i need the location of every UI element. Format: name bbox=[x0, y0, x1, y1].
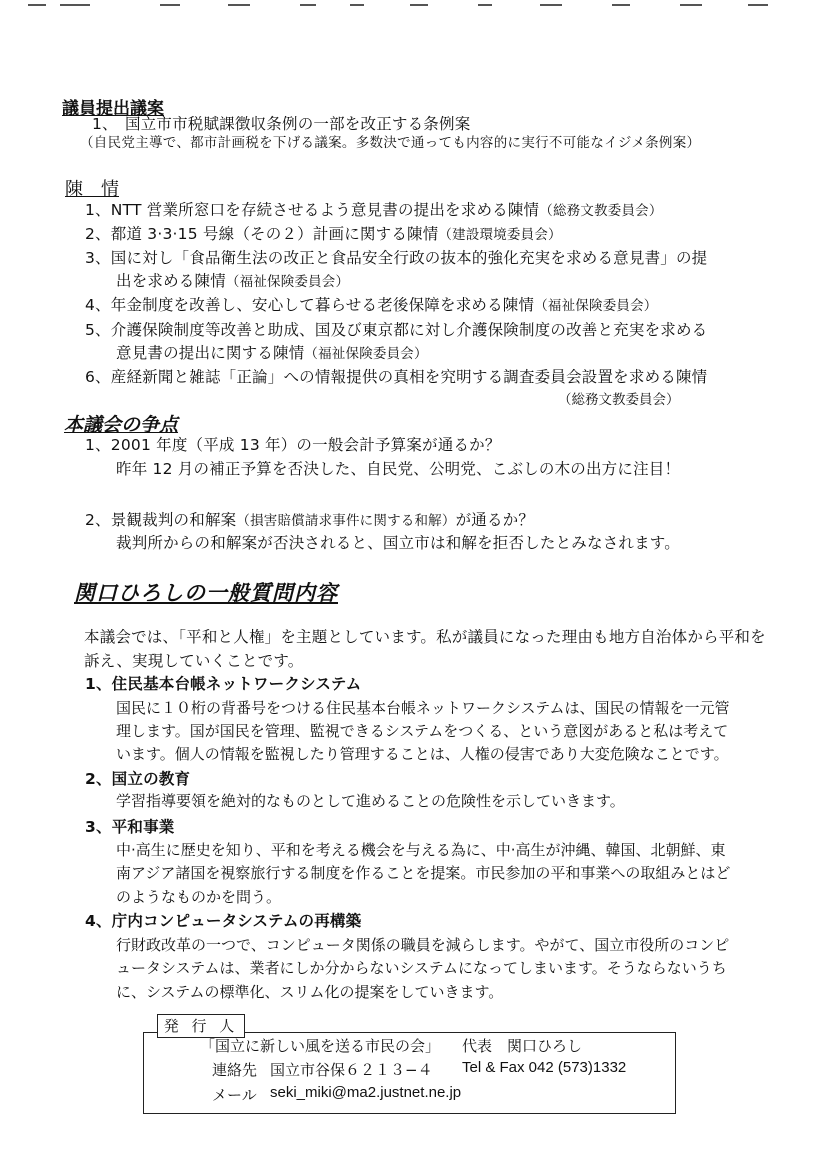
question-body-line: ュータシステムは、業者にしか分からないシステムになってしまいます。そうならないうち bbox=[116, 959, 727, 977]
question-body-line: に、システムの標準化、スリム化の提案をしていきます。 bbox=[116, 983, 504, 1001]
soten-item-head-text: 2、景観裁判の和解案 bbox=[85, 511, 237, 529]
question-head: 2、国立の教育 bbox=[85, 770, 191, 788]
chinjo-item-committee: （福祉保険委員会） bbox=[304, 346, 428, 362]
section-title-soten: 本議会の争点 bbox=[64, 414, 179, 436]
intro-line: 本議会では、「平和と人権」を主題としています。私が議員になった理由も地方自治体から平和を bbox=[84, 628, 766, 646]
chinjo-item bbox=[85, 293, 658, 315]
question-body-line: 南アジア諸国を視察旅行する制度を作ることを提案。市民参加の平和事業への取組みとはど bbox=[116, 864, 731, 882]
question-body-line: 学習指導要領を絶対的なものとして進めることの危険性を示していきます。 bbox=[116, 792, 625, 810]
chinjo-item-text: 2、都道 3·3·15 号線（その２）計画に関する陳情 bbox=[85, 225, 439, 243]
question-head: 4、庁内コンピュータシステムの再構築 bbox=[85, 912, 362, 930]
chinjo-item bbox=[85, 198, 663, 220]
chinjo-item-committee: （建設環境委員会） bbox=[438, 227, 562, 243]
gian-item-num: 1、 bbox=[92, 115, 118, 133]
chinjo-item-cont-text: 意見書の提出に関する陳情 bbox=[116, 344, 305, 362]
chinjo-item-committee: （福祉保険委員会） bbox=[225, 274, 350, 290]
question-body-line: います。個人の情報を監視したり管理することは、人権の侵害であり大変危険なことです。 bbox=[116, 745, 729, 763]
scan-edge-marks bbox=[0, 0, 827, 12]
chinjo-item bbox=[85, 222, 562, 244]
chinjo-item-text: 4、年金制度を改善し、安心して暮らせる老後保障を求める陳情 bbox=[85, 296, 535, 314]
chinjo-item-text: 5、介護保険制度等改善と助成、国及び東京都に対し介護保険制度の改善と充実を求める bbox=[85, 321, 708, 339]
chinjo-item-committee: （福祉保険委員会） bbox=[534, 298, 658, 314]
question-body-line: 理します。国が国民を管理、監視できるシステムをつくる、という意図があると私は考えて bbox=[116, 722, 729, 740]
publisher-contact-label: 連絡先 bbox=[212, 1061, 258, 1079]
soten-item-head-tail: が通るか？ bbox=[455, 511, 535, 529]
publisher-mail-label: メール bbox=[212, 1086, 257, 1104]
chinjo-item-cont-text: 出を求める陳情 bbox=[116, 272, 226, 290]
chinjo-item-text: 6、産経新聞と雑誌「正論」への情報提供の真相を究明する調査委員会設置を求める陳情 bbox=[85, 368, 708, 386]
publisher-label: 発 行 人 bbox=[157, 1014, 245, 1038]
gian-note: （自民党主導で、都市計画税を下げる議案。多数決で通っても内容的に実行不可能なイジメ条例案） bbox=[80, 135, 701, 151]
publisher-tel: Tel & Fax 042 (573)1332 bbox=[462, 1059, 627, 1076]
soten-item-head: 1、2001 年度（平成 13 年）の一般会計予算案が通るか？ bbox=[85, 436, 501, 454]
chinjo-item-committee: （総務文教委員会） bbox=[539, 203, 663, 219]
gian-item-text: 国立市市税賦課徴収条例の一部を改正する条例案 bbox=[125, 115, 471, 133]
chinjo-item-cont bbox=[116, 269, 349, 291]
publisher-rep: 代表 関口ひろし bbox=[462, 1037, 583, 1055]
question-head: 1、住民基本台帳ネットワークシステム bbox=[85, 675, 362, 693]
section-title-gian: 議員提出議案 bbox=[62, 99, 164, 119]
soten-item-head-small: （損害賠償請求事件に関する和解） bbox=[236, 513, 456, 529]
question-body-line: 国民に１０桁の背番号をつける住民基本台帳ネットワークシステムは、国民の情報を一元管 bbox=[116, 699, 730, 717]
soten-item-body: 昨年 12 月の補正予算を否決した、自民党、公明党、こぶしの木の出方に注目！ bbox=[116, 460, 681, 478]
question-body-line: 中·高生に歴史を知り、平和を考える機会を与える為に、中·高生が沖縄、韓国、北朝鮮、東 bbox=[116, 841, 726, 859]
question-head: 3、平和事業 bbox=[85, 818, 175, 836]
question-body-line: のようなものかを問う。 bbox=[116, 888, 282, 906]
chinjo-item-text: 3、国に対し「食品衛生法の改正と食品安全行政の抜本的強化充実を求める意見書」の提 bbox=[85, 249, 708, 267]
soten-item-head bbox=[85, 508, 534, 530]
publisher-mail: seki_miki@ma2.justnet.ne.jp bbox=[270, 1084, 462, 1101]
chinjo-item-committee: （総務文教委員会） bbox=[558, 392, 680, 408]
publisher-org: 「国立に新しい風を送る市民の会」 bbox=[200, 1037, 441, 1055]
section-title-chinjo: 陳 情 bbox=[65, 179, 119, 200]
publisher-contact: 国立市谷保６２１３−４ bbox=[270, 1061, 433, 1079]
question-body-line: 行財政改革の一つで、コンピュータ関係の職員を減らします。やがて、国立市役所のコンピ bbox=[116, 936, 730, 954]
intro-line: 訴え、実現していくことです。 bbox=[84, 652, 304, 670]
chinjo-item-text: 1、NTT 営業所窓口を存続させるよう意見書の提出を求める陳情 bbox=[85, 201, 540, 219]
section-title-shitsumon: 関口ひろしの一般質問内容 bbox=[74, 581, 338, 605]
soten-item-body: 裁判所からの和解案が否決されると、国立市は和解を拒否したとみなされます。 bbox=[116, 534, 680, 552]
chinjo-item-cont bbox=[116, 341, 428, 363]
